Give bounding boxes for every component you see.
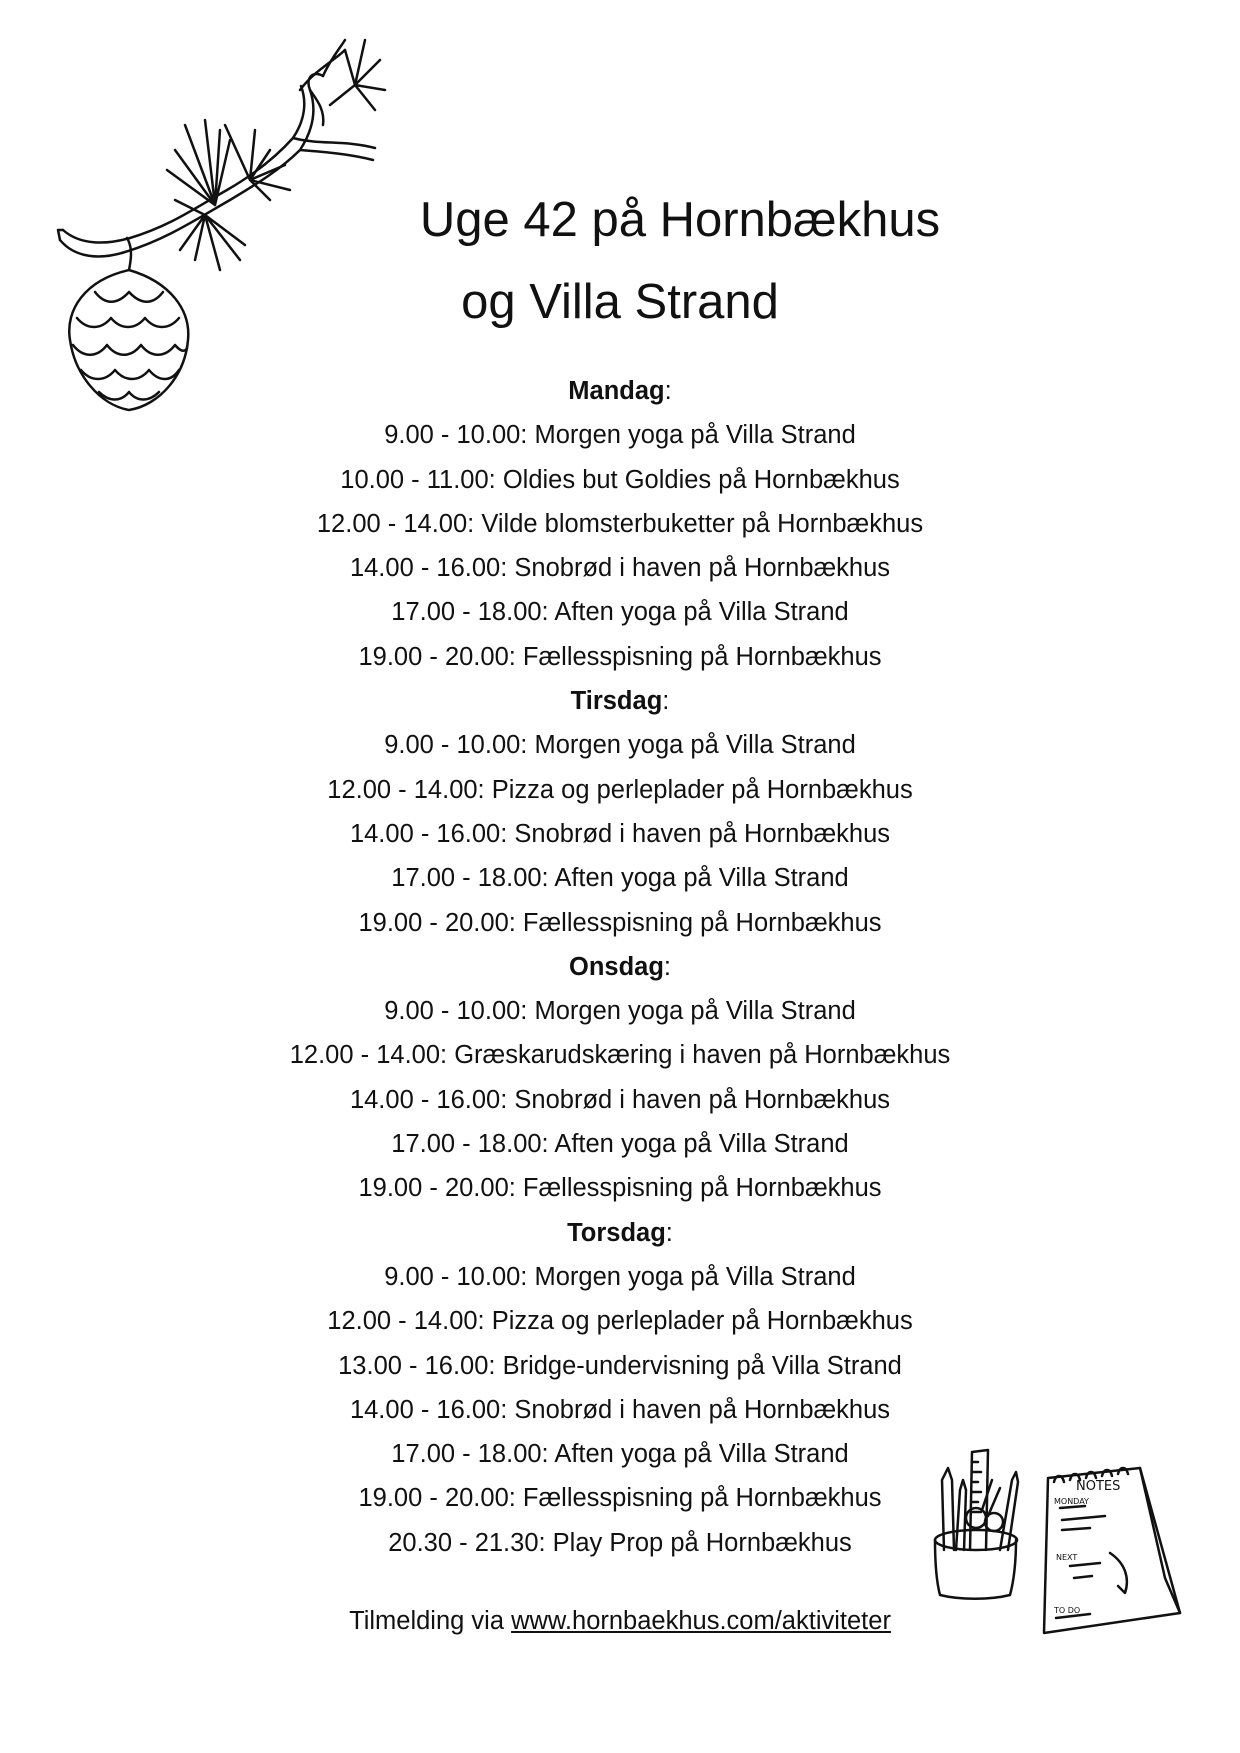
day-colon: : — [663, 952, 672, 981]
signup-prefix: Tilmelding via — [349, 1607, 512, 1635]
schedule-item: 12.00 - 14.00: Vilde blomsterbuketter på Hornbækhus — [316, 509, 924, 538]
day-heading-mandag — [0, 369, 1240, 413]
day-colon: : — [665, 1218, 673, 1247]
day-name: Torsdag — [567, 1218, 666, 1247]
schedule-item: 9.00 - 10.00: Morgen yoga på Villa Strand — [384, 731, 856, 760]
schedule-item: 12.00 - 14.00: Pizza og perleplader på Hornbækhus — [327, 1307, 913, 1336]
schedule-item: 14.00 - 16.00: Snobrød i haven på Hornbækhus — [349, 1085, 891, 1114]
notes-line-monday: MONDAY — [1054, 1497, 1089, 1506]
day-name: Onsdag — [568, 952, 664, 981]
schedule-item: 12.00 - 14.00: Græskarudskæring i haven på Hornbækhus — [289, 1041, 951, 1070]
schedule-item: 14.00 - 16.00: Snobrød i haven på Hornbækhus — [349, 819, 891, 848]
schedule-item: 14.00 - 16.00: Snobrød i haven på Hornbækhus — [349, 554, 891, 583]
schedule-item: 9.00 - 10.00: Morgen yoga på Villa Strand — [384, 997, 856, 1026]
schedule-item: 9.00 - 10.00: Morgen yoga på Villa Strand — [384, 1262, 856, 1291]
schedule-item: 19.00 - 20.00: Fællesspisning på Hornbækhus — [358, 1484, 882, 1513]
schedule-item: 17.00 - 18.00: Aften yoga på Villa Strand — [391, 598, 849, 627]
schedule-item: 13.00 - 16.00: Bridge-undervisning på Villa Strand — [338, 1351, 902, 1380]
page-subtitle: og Villa Strand — [461, 275, 779, 329]
schedule-item: 17.00 - 18.00: Aften yoga på Villa Strand — [391, 1130, 849, 1159]
day-heading-onsdag — [0, 945, 1240, 989]
notes-header: NOTES — [1076, 1479, 1121, 1494]
schedule-item: 10.00 - 11.00: Oldies but Goldies på Hornbækhus — [340, 465, 900, 494]
day-name: Tirsdag — [570, 687, 663, 716]
schedule-item: 9.00 - 10.00: Morgen yoga på Villa Strand — [384, 421, 856, 450]
day-heading-tirsdag — [0, 679, 1240, 723]
schedule-item: 17.00 - 18.00: Aften yoga på Villa Strand — [391, 1440, 849, 1469]
pencil-cup-icon — [930, 1440, 1030, 1600]
signup-link[interactable]: www.hornbaekhus.com/aktiviteter — [511, 1607, 891, 1635]
day-colon: : — [664, 377, 672, 405]
schedule-item: 19.00 - 20.00: Fællesspisning på Hornbækhus — [358, 1174, 882, 1203]
day-heading-torsdag — [0, 1211, 1240, 1255]
day-name: Mandag — [568, 377, 665, 405]
notes-line-next: NEXT — [1056, 1553, 1078, 1562]
page-title: Uge 42 på Hornbækhus — [419, 193, 941, 247]
schedule-item: 17.00 - 18.00: Aften yoga på Villa Strand — [391, 864, 849, 893]
schedule-item: 12.00 - 14.00: Pizza og perleplader på Hornbækhus — [327, 775, 913, 804]
schedule — [0, 369, 1240, 1565]
schedule-item: 19.00 - 20.00: Fællesspisning på Hornbækhus — [358, 908, 882, 937]
footer — [0, 1599, 1240, 1643]
schedule-item: 19.00 - 20.00: Fællesspisning på Hornbækhus — [358, 642, 882, 671]
notes-line-todo: TO DO — [1054, 1606, 1081, 1615]
schedule-item: 20.30 - 21.30: Play Prop på Hornbækhus — [388, 1528, 852, 1557]
day-colon: : — [662, 687, 670, 716]
schedule-item: 14.00 - 16.00: Snobrød i haven på Hornbækhus — [349, 1395, 891, 1424]
